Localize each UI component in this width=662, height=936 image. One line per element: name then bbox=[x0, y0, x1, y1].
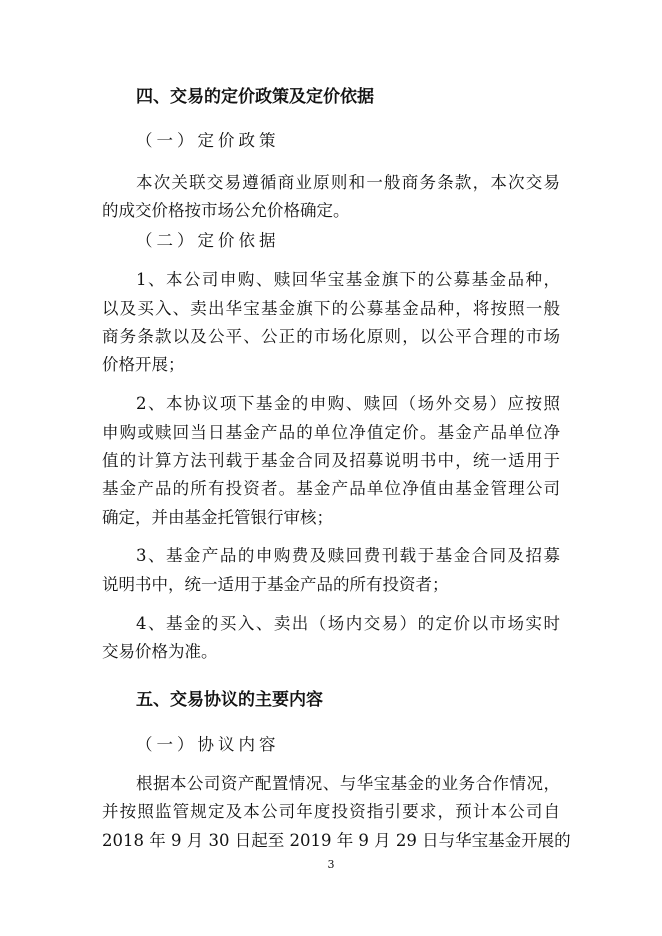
paragraph-line: 确定，并由基金托管银行审核； bbox=[102, 508, 333, 527]
section-heading: 五、交易协议的主要内容 bbox=[136, 690, 323, 710]
paragraph-line: 2、本协议项下基金的申购、赎回（场外交易）应按照 bbox=[136, 394, 560, 413]
page-number: 3 bbox=[327, 858, 335, 871]
paragraph-line: 申购或赎回当日基金产品的单位净值定价。基金产品单位净 bbox=[102, 423, 560, 442]
paragraph-line: 2018 年 9 月 30 日起至 2019 年 9 月 29 日与华宝基金开展的 bbox=[102, 831, 571, 850]
paragraph-line: 说明书中，统一适用于基金产品的所有投资者； bbox=[102, 575, 449, 594]
subsection-heading: （一）协议内容 bbox=[136, 735, 280, 754]
paragraph-line: 3、基金产品的申购费及赎回费刊载于基金合同及招募 bbox=[136, 546, 560, 565]
paragraph-line: 交易价格为准。 bbox=[102, 642, 218, 661]
paragraph-line: 并按照监管规定及本公司年度投资指引要求，预计本公司自 bbox=[102, 802, 560, 821]
paragraph-line: 基金产品的所有投资者。基金产品单位净值由基金管理公司 bbox=[102, 479, 560, 498]
paragraph-line: 本次关联交易遵循商业原则和一般商务条款，本次交易 bbox=[136, 173, 560, 192]
paragraph-line: 以及买入、卖出华宝基金旗下的公募基金品种，将按照一般 bbox=[102, 299, 560, 318]
section-heading: 四、交易的定价政策及定价依据 bbox=[136, 87, 374, 107]
paragraph-line: 1、本公司申购、赎回华宝基金旗下的公募基金品种， bbox=[136, 270, 560, 289]
paragraph-line: 值的计算方法刊载于基金合同及招募说明书中，统一适用于 bbox=[102, 451, 560, 470]
paragraph-line: 商务条款以及公平、公正的市场化原则，以公平合理的市场 bbox=[102, 327, 560, 346]
subsection-heading: （一）定价政策 bbox=[136, 131, 280, 150]
paragraph-line: 的成交价格按市场公允价格确定。 bbox=[102, 201, 350, 220]
paragraph-line: 根据本公司资产配置情况、与华宝基金的业务合作情况， bbox=[136, 774, 560, 793]
paragraph-line: 4、基金的买入、卖出（场内交易）的定价以市场实时 bbox=[136, 614, 560, 633]
paragraph-line: 价格开展； bbox=[102, 355, 185, 374]
subsection-heading: （二）定价依据 bbox=[136, 231, 280, 250]
